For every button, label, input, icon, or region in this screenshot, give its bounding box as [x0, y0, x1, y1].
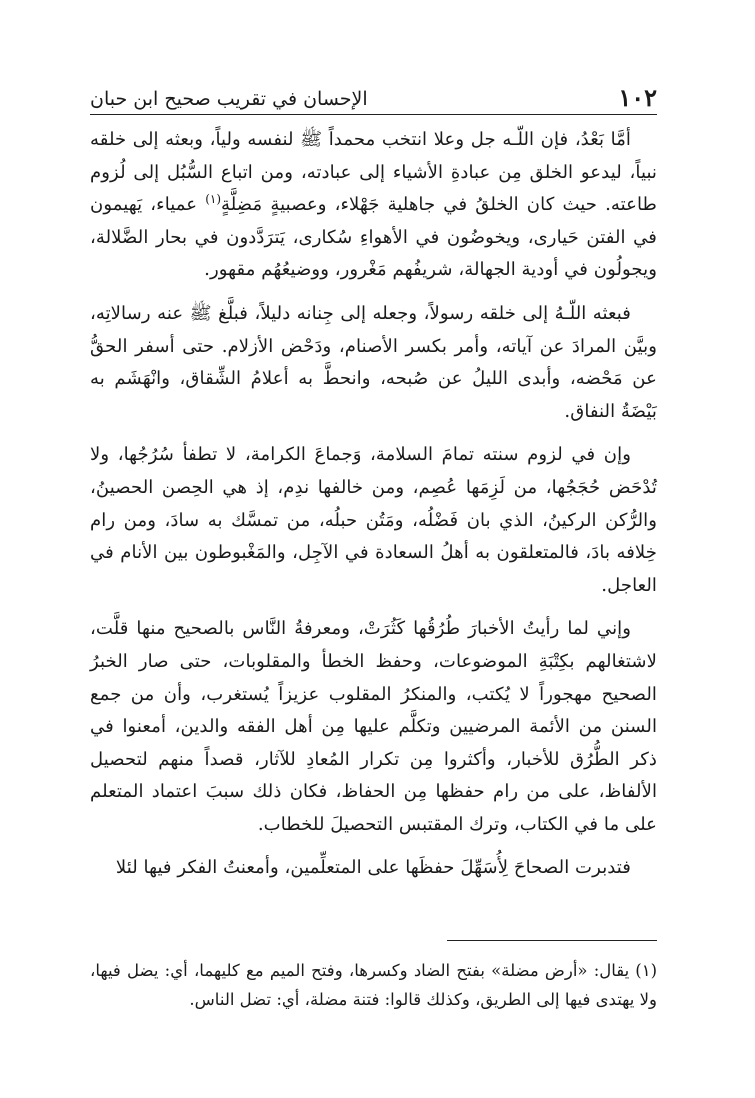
paragraph-1 [90, 124, 657, 287]
paragraph-1-text-after-mark: عمياء، يَهيمون في الفتن حَيارى، ويخوضُون في الأهواءِ سُكارى، يَترَدَّدون في بحار الضَّلالة، ويجولُون في أودية الجهالة، شريفُهم مَغْرور، ووضيعُهُم مقهور. [90, 194, 657, 281]
header-divider [90, 114, 657, 115]
footnote-reference-1: (١) [205, 192, 222, 207]
footnote-number: (١) [635, 961, 657, 980]
paragraph-4: وإني لما رأيتُ الأخبارَ طُرُقُها كَثُرَتْ، ومعرفةُ النَّاس بالصحيح منها قلَّت، لاشتغالهم بكِتْبَةِ الموضوعات، وحفظ الخطأ والمقلوبات، حتى صار الخبرُ الصحيح مهجوراً لا يُكتب، والمنكرُ المقلوب عزيزاً يُستغرب، وأن من جمع السنن من الأئمة المرضيين وتكلَّم عليها مِن أهل الفقه والدين، أمعنوا في ذكر الطُّرُق للأخبار، وأكثروا مِن تكرار المُعادِ للآثار، قصداً منهم لتحصيل الألفاظ، على من رام حفظها مِن الحفاظ، فكان ذلك سببَ اعتماد المتعلم على ما في الكتاب، وترك المقتبس التحصيلَ للخطاب. [90, 618, 657, 835]
footnote-divider [447, 940, 657, 941]
paragraph-1-text-before-mark: أمَّا بَعْدُ، فإن اللّـه جل وعلا انتخب محمداً ﷺ لنفسه ولياً، وبعثه إلى خلقه نبياً، ليدعو الخلق مِن عبادةِ الأشياء إلى عبادته، ومن اتباع السُّبُل إلى لُزوم طاعته. حيث كان الخلقُ في جاهلية جَهْلاء، وعصبيةٍ مَضِلَّةٍ [90, 129, 657, 216]
footnotes [90, 956, 657, 1014]
paragraph-3: وإن في لزوم سنته تمامَ السلامة، وَجماعَ الكرامة، لا تطفأ سُرُجُها، ولا تُدْحَض حُجَجُها، من لَزِمَها عُصِم، ومن خالفها ندِم، إذ هي الحِصن الحصينُ، والرُّكن الركينُ، الذي بان فَضْلُه، ومَتُن حبلُه، من تمسَّك به سادَ، ومن رام خِلافه بادَ، فالمتعلقون به أهلُ السعادة في الآجِل، والمَغْبوطون بين الأنام في العاجل. [90, 444, 657, 596]
page-header [90, 76, 657, 110]
footnote-1 [90, 956, 657, 1014]
paragraph-2: فبعثه اللّـهُ إلى خلقه رسولاً، وجعله إلى جِنانه دليلاً، فبلَّغ ﷺ عنه رسالاتِه، وبيَّن المرادَ عن آياته، وأمر بكسر الأصنام، ودَحْض الأزلام. حتى أسفر الحقُّ عن مَحْضه، وأبدى الليلُ عن صُبحه، وانحطَّ به أعلامُ الشِّقاق، وانْهَشَم به بَيْضَةُ النفاق. [90, 302, 657, 422]
footnote-text: يقال: «أرض مضلة» بفتح الضاد وكسرها، وفتح الميم مع كليهما، أي: يضل فيها، ولا يهتدى فيها إلى الطريق، وكذلك قالوا: فتنة مضلة، أي: تضل الناس. [90, 961, 657, 1009]
page-number: ١٠٢ [618, 83, 657, 112]
main-text [90, 124, 657, 885]
paragraph-5: فتدبرت الصحاحَ لِأُسَهِّلَ حفظَها على المتعلِّمين، وأمعنتُ الفكر فيها لئلا [115, 857, 631, 879]
running-title: الإحسان في تقريب صحيح ابن حبان [90, 88, 368, 110]
